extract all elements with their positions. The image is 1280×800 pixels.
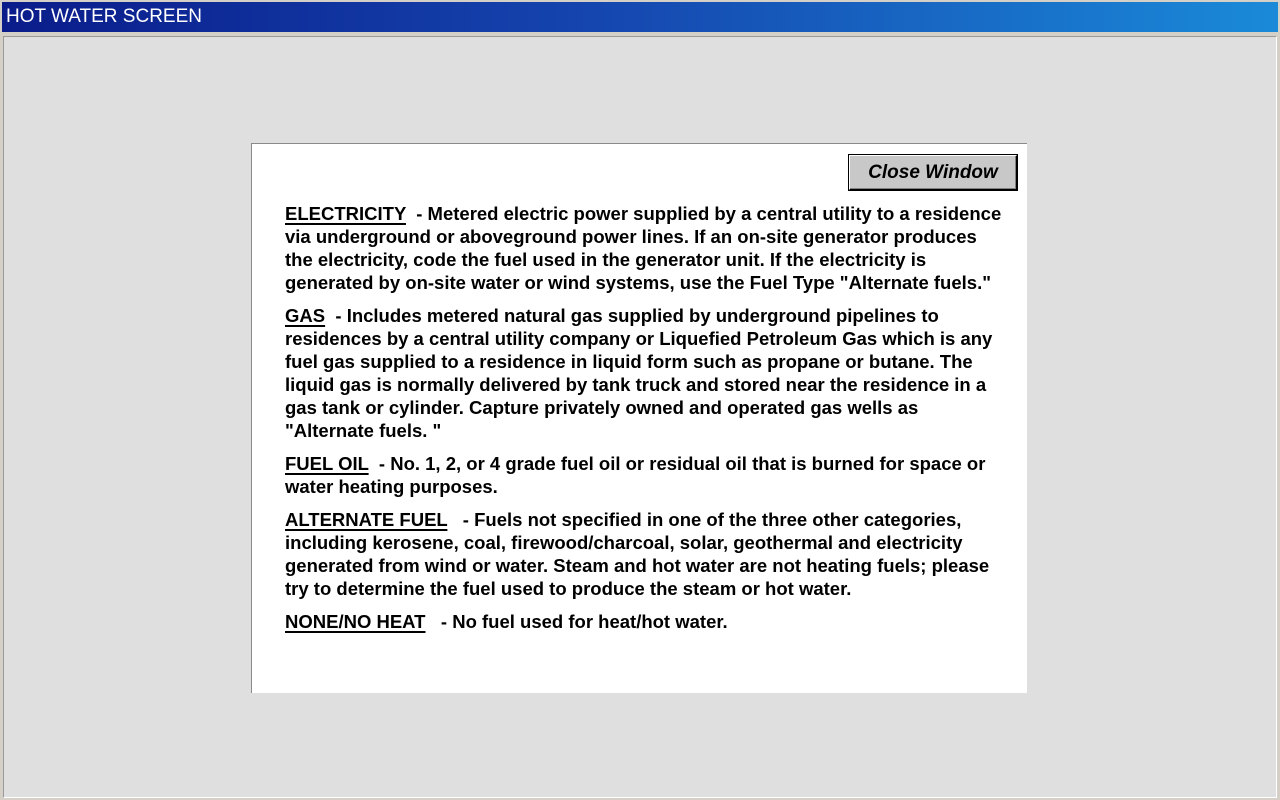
fuel-definitions-panel <box>251 143 1027 693</box>
definition-text: Metered electric power supplied by a central utility to a residence via underground or aboveground power lines. If an on-site generator produces the electricity, code the fuel used in the generator unit. If the electricity is generated by on-site water or wind systems, use the Fuel Type "Alternate fuels." <box>285 203 1002 293</box>
definition-separator: - <box>405 203 428 224</box>
definition-term: ALTERNATE FUEL <box>285 509 448 530</box>
definition-text: Fuels not specified in one of the three other categories, including kerosene, coal, firewood/charcoal, solar, geothermal and electricity generated from wind or water. Steam and hot water are not heating fuels; please try to determine the fuel used to produce the steam or hot water. <box>285 509 990 599</box>
definition-electricity <box>285 202 1005 294</box>
window-title: HOT WATER SCREEN <box>6 6 202 27</box>
definition-separator: - <box>368 453 391 474</box>
definition-alternate-fuel <box>285 508 1005 600</box>
definition-separator: - <box>425 611 453 632</box>
definition-term: FUEL OIL <box>285 453 369 474</box>
definition-text: Includes metered natural gas supplied by underground pipelines to residences by a central utility company or Liquefied Petroleum Gas which is any fuel gas supplied to a residence in liquid form such as propane or butane. The liquid gas is normally delivered by tank truck and stored near the residence in a gas tank or cylinder. Capture privately owned and operated gas wells as "Alternate fuels. " <box>285 305 993 441</box>
close-window-button[interactable]: Close Window <box>848 154 1018 191</box>
definition-none-no-heat <box>285 610 1005 633</box>
definition-separator: - <box>325 305 347 326</box>
definition-term: ELECTRICITY <box>285 203 406 224</box>
definitions-list <box>285 202 1005 643</box>
definition-text: No. 1, 2, or 4 grade fuel oil or residual oil that is burned for space or water heating purposes. <box>285 453 986 497</box>
title-bar <box>2 2 1278 32</box>
definition-term: NONE/NO HEAT <box>285 611 426 632</box>
definition-text: No fuel used for heat/hot water. <box>452 611 728 632</box>
definition-term: GAS <box>285 305 326 326</box>
definition-separator: - <box>447 509 475 530</box>
definition-fuel-oil <box>285 452 1005 498</box>
definition-gas <box>285 304 1005 442</box>
